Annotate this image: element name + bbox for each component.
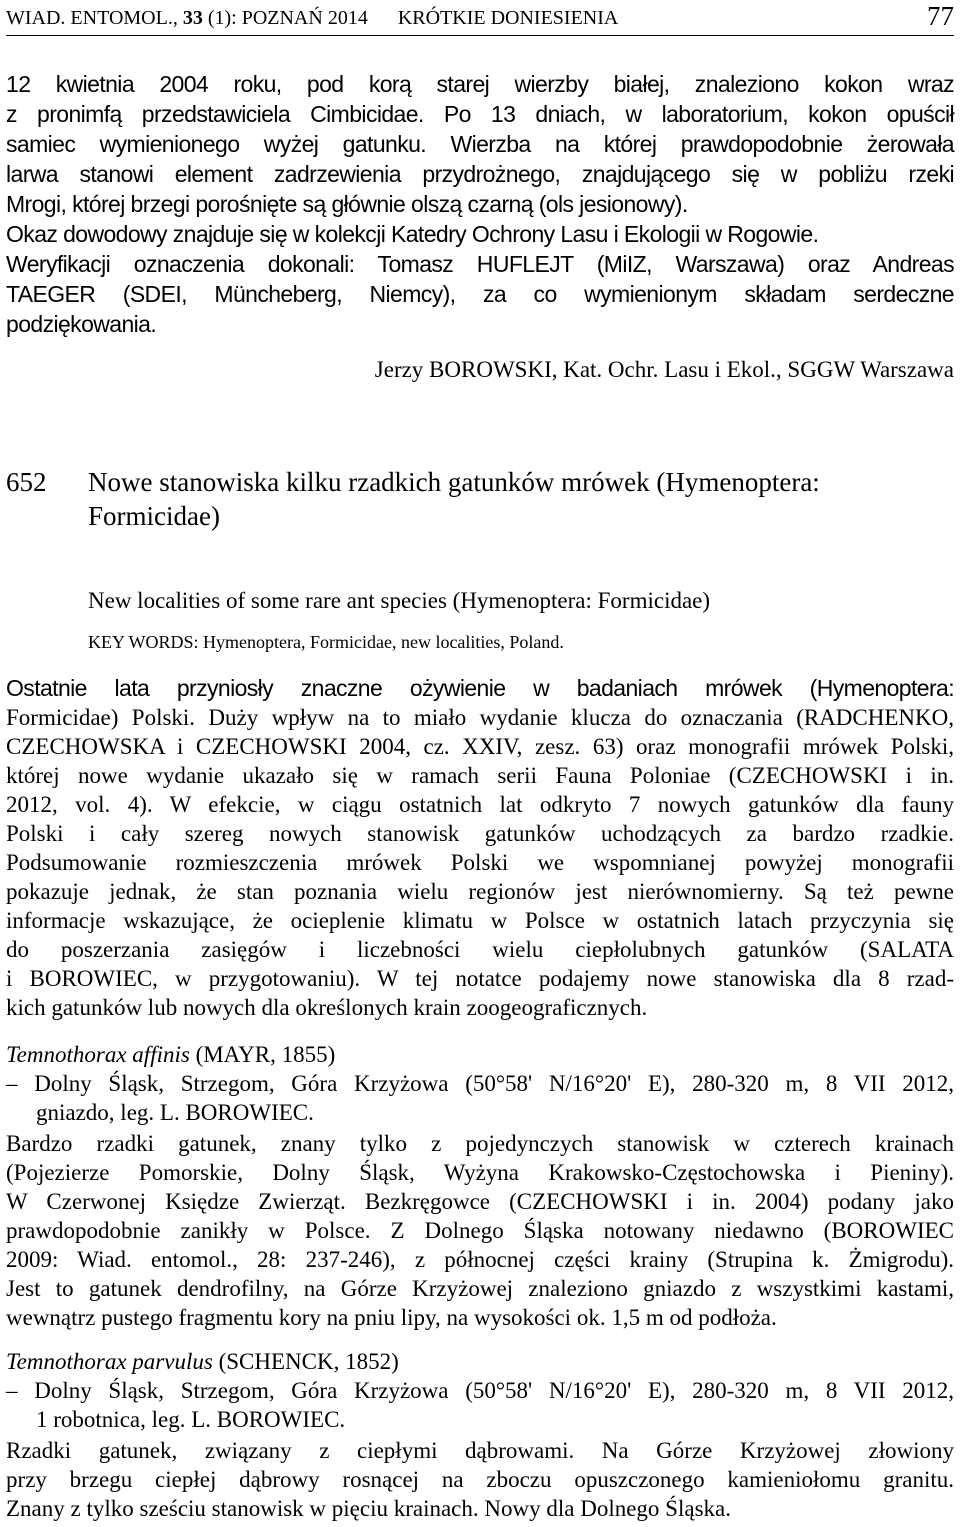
paragraph-line: Mrogi, której brzegi porośnięte są głównie olszą czarną (ols jesionowy). xyxy=(6,191,688,217)
paragraph-line: Okaz dowodowy znajduje się w kolekcji Katedry Ochrony Lasu i Ekologii w Rogowie. xyxy=(6,221,819,247)
header-citation xyxy=(6,6,618,30)
paragraph-line: Polski i cały szereg nowych stanowisk gatunków uchodzących za bardzo rzadkie. xyxy=(6,821,954,846)
species-author: (MAYR, 1855) xyxy=(195,1042,336,1067)
paragraph-line: larwa stanowi element zadrzewienia przydrożnego, znajdującego się w pobliżu rzeki xyxy=(6,161,954,187)
record-line: – Dolny Śląsk, Strzegom, Góra Krzyżowa (50°58' N/16°20' E), 280-320 m, 8 VII 2012, xyxy=(6,1378,954,1403)
paragraph-line: Znany z tylko sześciu stanowisk w pięciu krainach. Nowy dla Dolnego Śląska. xyxy=(6,1496,731,1521)
keywords-text: Hymenoptera, Formicidae, new localities, Poland. xyxy=(203,632,564,652)
record-line: gniazdo, leg. L. BOROWIEC. xyxy=(36,1100,314,1125)
paragraph-line: do poszerzania zasięgów i liczebności wielu ciepłolubnych gatunków (SALATA xyxy=(6,937,954,962)
keywords xyxy=(88,630,564,654)
species-name: Temnothorax parvulus xyxy=(6,1349,213,1374)
species-heading xyxy=(6,1040,954,1069)
note-subtitle: New localities of some rare ant species (Hymenoptera: Formicidae) xyxy=(88,588,711,613)
header-section: KRÓTKIE DONIESIENIA xyxy=(397,7,619,29)
species-name: Temnothorax affinis xyxy=(6,1042,190,1067)
paragraph-line: CZECHOWSKA i CZECHOWSKI 2004, cz. XXIV, zesz. 63) oraz monografii mrówek Polski, xyxy=(6,734,954,759)
paragraph-line: z pronimfą przedstawiciela Cimbicidae. Po 13 dniach, w laboratorium, kokon opuścił xyxy=(6,101,954,127)
paragraph-line: Ostatnie lata przyniosły znaczne ożywienie w badaniach mrówek (Hymenoptera: xyxy=(6,675,954,701)
paragraph-line: 2012, vol. 4). W efekcie, w ciągu ostatnich lat odkryto 7 nowych gatunków dla fauny xyxy=(6,792,954,817)
paragraph-line: informacje wskazujące, że ocieplenie klimatu w Polsce w ostatnich latach przyczynia się xyxy=(6,908,954,933)
note-author: Jerzy BOROWSKI, Kat. Ochr. Lasu i Ekol., SGGW Warszawa xyxy=(374,357,954,382)
paragraph-line: podziękowania. xyxy=(6,311,157,337)
paragraph-line: 12 kwietnia 2004 roku, pod korą starej wierzby białej, znaleziono kokon wraz xyxy=(6,71,954,97)
header-volume: 33 xyxy=(182,7,203,29)
paragraph-line: W Czerwonej Księdze Zwierząt. Bezkręgowce (CZECHOWSKI i in. 2004) podany jako xyxy=(6,1189,954,1214)
paragraph-line: samiec wymienionego wyżej gatunku. Wierzba na której prawdopodobnie żerowała xyxy=(6,131,954,157)
header-journal: WIAD. ENTOMOL., xyxy=(6,7,178,29)
paragraph-line: kich gatunków lub nowych dla określonych krain zoogeograficznych. xyxy=(6,995,648,1020)
paragraph-line: Podsumowanie rozmieszczenia mrówek Polski we wspomnianej powyżej monografii xyxy=(6,850,954,875)
species-author: (SCHENCK, 1852) xyxy=(218,1349,399,1374)
keywords-label: KEY WORDS: xyxy=(88,632,199,652)
paragraph-line: TAEGER (SDEI, Müncheberg, Niemcy), za co wymienionym składam serdeczne xyxy=(6,281,954,307)
paragraph-line: Weryfikacji oznaczenia dokonali: Tomasz HUFLEJT (MiIZ, Warszawa) oraz Andreas xyxy=(6,251,954,277)
paragraph-line: (Pojezierze Pomorskie, Dolny Śląsk, Wyżyna Krakowsko-Częstochowska i Pieniny). xyxy=(6,1160,954,1185)
record-line: 1 robotnica, leg. L. BOROWIEC. xyxy=(36,1407,346,1432)
header-issue: (1): POZNAŃ 2014 xyxy=(207,7,368,29)
species-heading xyxy=(6,1347,954,1376)
paragraph-line: której nowe wydanie ukazało się w ramach serii Fauna Poloniae (CZECHOWSKI i in. xyxy=(6,763,954,788)
paragraph-line: i BOROWIEC, w przygotowaniu). W tej notatce podajemy nowe stanowiska dla 8 rzad- xyxy=(6,966,954,991)
paragraph-line: Rzadki gatunek, związany z ciepłymi dąbrowami. Na Górze Krzyżowej złowiony xyxy=(6,1438,954,1463)
record-line: – Dolny Śląsk, Strzegom, Góra Krzyżowa (50°58' N/16°20' E), 280-320 m, 8 VII 2012, xyxy=(6,1071,954,1096)
paragraph-line: Jest to gatunek dendrofilny, na Górze Krzyżowej znaleziono gniazdo z wszystkimi kastami, xyxy=(6,1276,954,1301)
note-number: 652 xyxy=(6,467,47,497)
paragraph-line: Bardzo rzadki gatunek, znany tylko z pojedynczych stanowisk w czterech krainach xyxy=(6,1131,954,1156)
paragraph-line: przy brzegu ciepłej dąbrowy rosnącej na zboczu opuszczonego kamieniołomu granitu. xyxy=(6,1467,954,1492)
paragraph-line: Formicidae) Polski. Duży wpływ na to miało wydanie klucza do oznaczania (RADCHENKO, xyxy=(6,705,954,730)
paragraph-line: prawdopodobnie zanikły w Polsce. Z Dolnego Śląska notowany niedawno (BOROWIEC xyxy=(6,1218,954,1243)
note-heading xyxy=(6,465,954,537)
paragraph-line: 2009: Wiad. entomol., 28: 237-246), z północnej części krainy (Strupina k. Żmigrodu). xyxy=(6,1247,954,1272)
page-number: 77 xyxy=(927,1,954,31)
paragraph-line: wewnątrz pustego fragmentu kory na pniu lipy, na wysokości ok. 1,5 m od podłoża. xyxy=(6,1305,777,1330)
note-title: Nowe stanowiska kilku rzadkich gatunków mrówek (Hymenoptera: Formicidae) xyxy=(88,467,820,531)
running-header xyxy=(6,0,954,36)
paragraph-line: pokazuje jednak, że stan poznania wielu regionów jest nierównomierny. Są też pewne xyxy=(6,879,954,904)
